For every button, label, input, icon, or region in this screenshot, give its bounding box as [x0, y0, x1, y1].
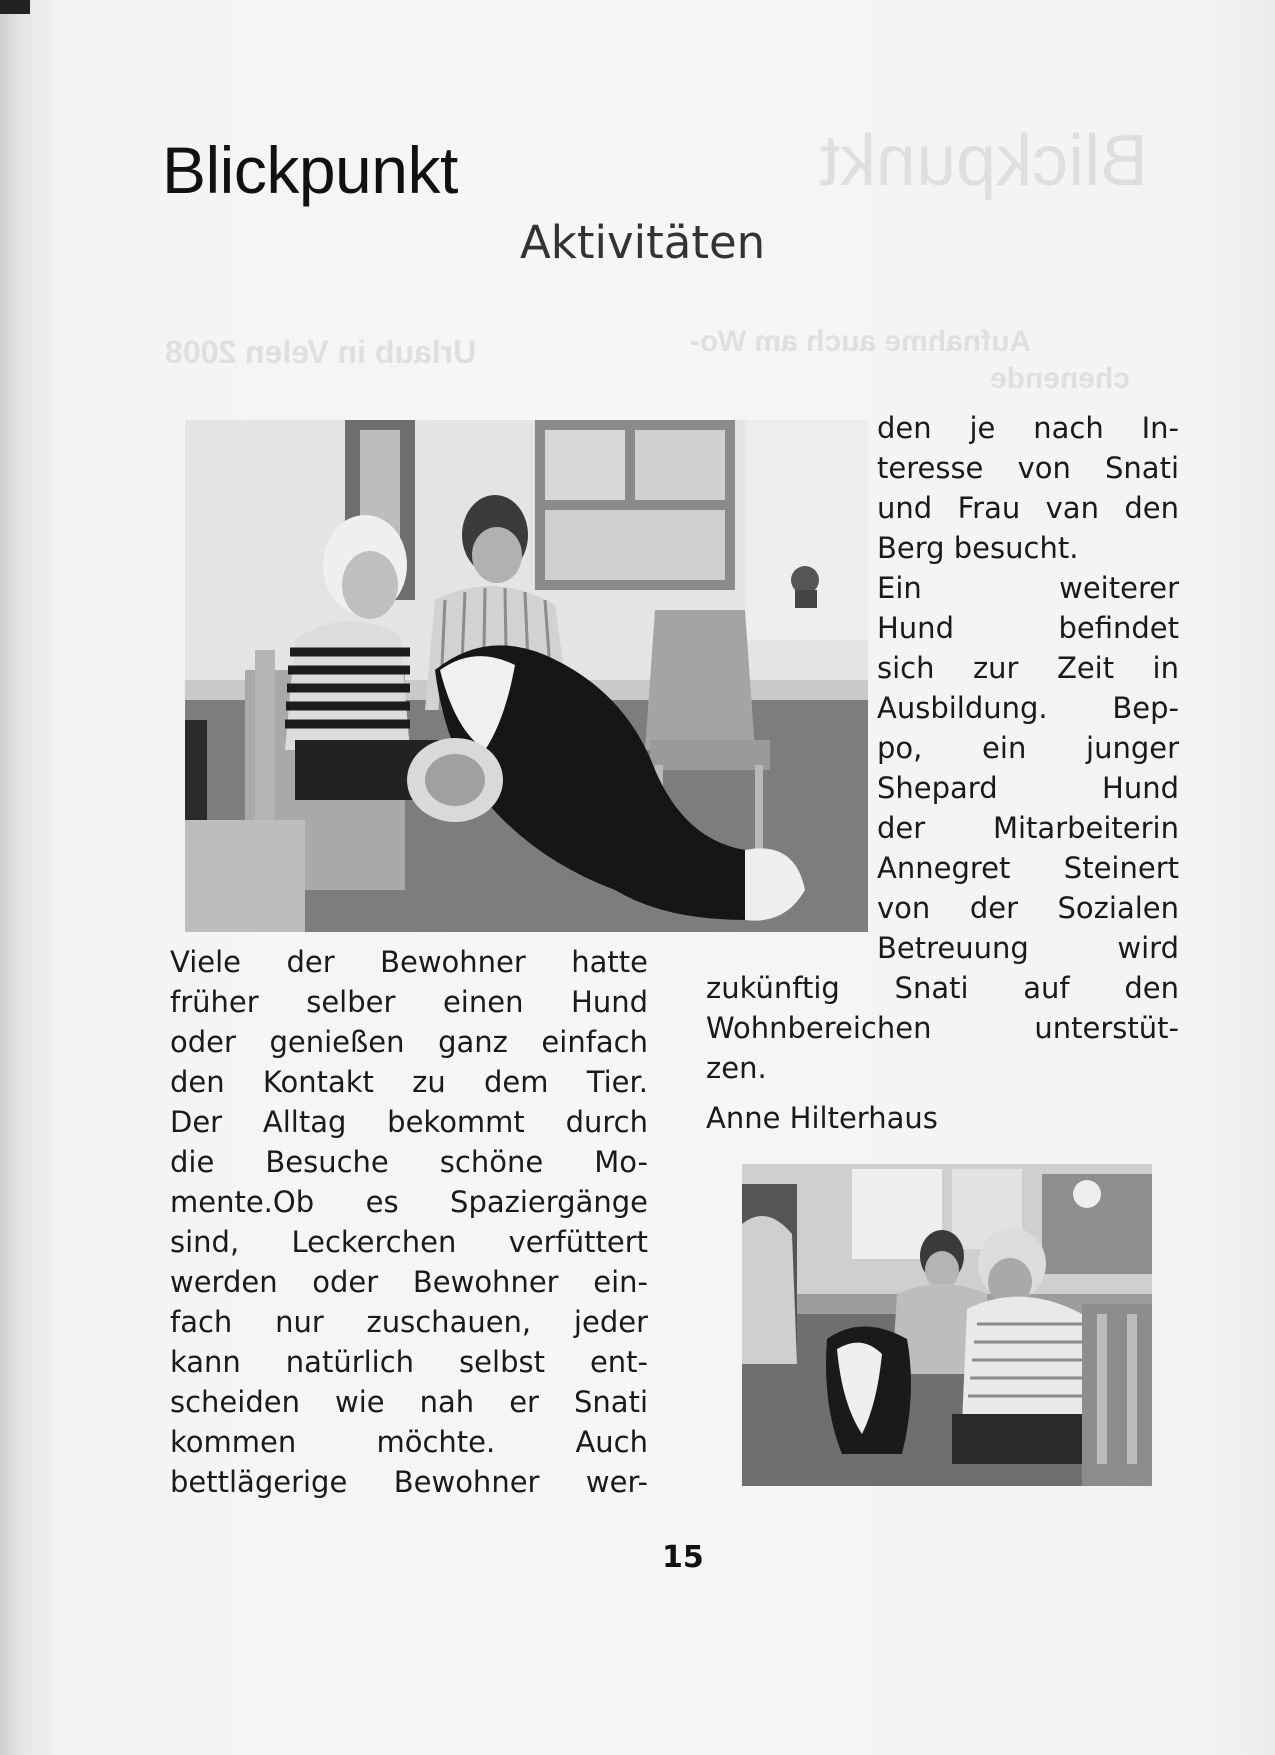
text-line: die Besuche schöne Mo-: [170, 1145, 648, 1179]
text-line: der Mitarbeiterin: [877, 811, 1179, 845]
page-title: Blickpunkt: [162, 133, 458, 207]
bleed-through-heading-left: Urlaub in Velen 2008: [165, 334, 477, 370]
photo-residents-with-dog-image: [185, 420, 868, 932]
text-line: po, ein junger: [877, 731, 1179, 765]
text-line: Berg besucht.: [877, 531, 1079, 565]
article-column-left: [170, 942, 648, 1502]
text-line: von der Sozialen: [877, 891, 1179, 925]
page-spine-shadow: [0, 0, 55, 1755]
text-line: sich zur Zeit in: [877, 651, 1179, 685]
text-line: Der Alltag bekommt durch: [170, 1105, 648, 1139]
text-line: Shepard Hund: [877, 771, 1179, 805]
text-line: teresse von Snati: [877, 451, 1179, 485]
text-line: werden oder Bewohner ein-: [170, 1265, 648, 1299]
text-line: Wohnbereichen unterstüt-: [706, 1011, 1179, 1045]
text-line: Ein weiterer: [877, 571, 1179, 605]
photo-dog-visit-common-room: [742, 1164, 1152, 1486]
text-line: mente.Ob es Spaziergänge: [170, 1185, 648, 1219]
page-number: 15: [662, 1540, 704, 1575]
photo-residents-with-dog: [185, 420, 868, 932]
section-subtitle: Aktivitäten: [520, 216, 766, 269]
text-line: oder genießen ganz einfach: [170, 1025, 648, 1059]
text-line: bettlägerige Bewohner wer-: [170, 1465, 648, 1499]
bleed-through-heading-1: Aufnahme auch am Wo-: [690, 325, 1032, 358]
text-line: den Kontakt zu dem Tier.: [170, 1065, 648, 1099]
text-line: sind, Leckerchen verfüttert: [170, 1225, 648, 1259]
text-line: kommen möchte. Auch: [170, 1425, 648, 1459]
author-name: Anne Hilterhaus: [706, 1101, 938, 1135]
text-line: den je nach In-: [877, 411, 1179, 445]
text-line: Betreuung wird: [877, 931, 1179, 965]
article-column-right-top: [877, 408, 1179, 968]
text-line: Hund befindet: [877, 611, 1179, 645]
text-line: Annegret Steinert: [877, 851, 1179, 885]
scan-edge-mark: [0, 0, 30, 14]
text-line: Ausbildung. Bep-: [877, 691, 1179, 725]
photo-dog-visit-common-room-image: [742, 1164, 1152, 1486]
article-column-middle: [706, 968, 1179, 1138]
text-line: Viele der Bewohner hatte: [170, 945, 648, 979]
text-line: und Frau van den: [877, 491, 1179, 525]
text-line: zukünftig Snati auf den: [706, 971, 1179, 1005]
bleed-through-heading-2: chenende: [990, 362, 1131, 395]
text-line: fach nur zuschauen, jeder: [170, 1305, 648, 1339]
text-line: zen.: [706, 1051, 767, 1085]
bleed-through-title: Blickpunkt: [820, 121, 1149, 201]
text-line: scheiden wie nah er Snati: [170, 1385, 648, 1419]
text-line: früher selber einen Hund: [170, 985, 648, 1019]
text-line: kann natürlich selbst ent-: [170, 1345, 648, 1379]
